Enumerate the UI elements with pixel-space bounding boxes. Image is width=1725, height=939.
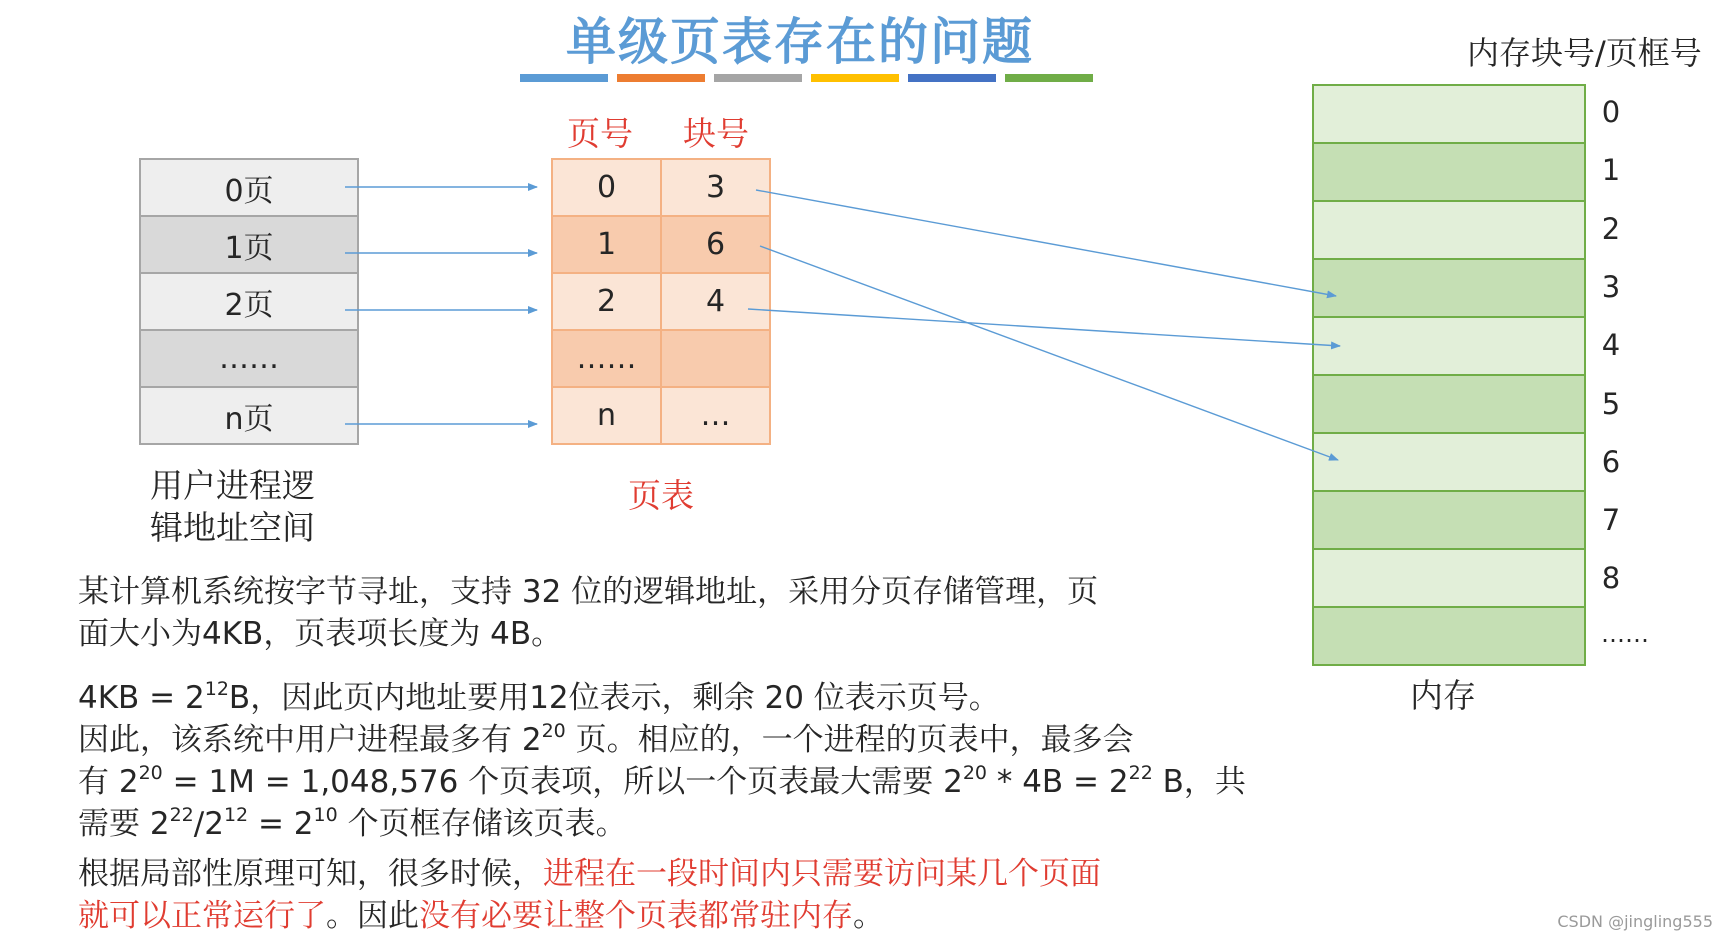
logical-cell: 1页 [140, 216, 358, 273]
text-line: 某计算机系统按字节寻址，支持 32 位的逻辑地址，采用分页存储管理，页 [78, 574, 1099, 610]
highlight-text: 没有必要让整个页表都常驻内存 [419, 898, 853, 934]
page-number-cell: n [552, 387, 661, 444]
logical-caption-line: 辑地址空间 [150, 508, 315, 547]
text-line: 因此，该系统中用户进程最多有 $2^{20}$ 页。相应的，一个进程的页表中，最多会 [78, 720, 1134, 758]
frame-label: 2 [1601, 212, 1621, 246]
entry-to-frame-arrow [760, 246, 1338, 460]
frame-label: 4 [1601, 328, 1621, 362]
page-table-caption: 页表 [628, 476, 694, 515]
text-line: 需要 $2^{22}/2^{12} = 2^{10}$ 个页框存储该页表。 [78, 804, 627, 842]
entry-to-frame-arrow [756, 190, 1336, 296]
block-number-cell: 4 [661, 273, 770, 330]
page-number-header: 页号 [567, 114, 633, 153]
block-number-cell: 3 [661, 159, 770, 216]
frame-label: 1 [1601, 153, 1621, 187]
watermark-credit: CSDN @jingling555 [1557, 912, 1713, 931]
frame-label: 5 [1601, 387, 1621, 421]
block-number-header: 块号 [683, 114, 749, 153]
conclusion-text [78, 853, 1101, 937]
text-line: $4KB = 2^{12}B$，因此页内地址要用12位表示，剩余 20 位表示页号。 [78, 678, 1000, 716]
logical-cell: n页 [140, 387, 358, 444]
frame-label: 7 [1601, 503, 1621, 537]
text-line: 根据局部性原理可知，很多时候，进程在一段时间内只需要访问某几个页面 [78, 856, 1101, 892]
highlight-text: 进程在一段时间内只需要访问某几个页面 [543, 856, 1101, 892]
text-line: 有 $2^{20} = 1M = 1,048,576$ 个页表项，所以一个页表最大需要 $2^{20} * 4B = 2^{22}$ B，共 [78, 762, 1246, 800]
page-title: 单级页表存在的问题 [566, 13, 1034, 71]
frame-label: 6 [1601, 445, 1621, 479]
problem-statement [78, 571, 1098, 655]
frame-label: 8 [1601, 561, 1621, 595]
memory-caption: 内存 [1410, 676, 1476, 715]
memory-header: 内存块号/页框号 [1467, 34, 1702, 72]
block-number-cell: … [661, 387, 770, 444]
text-line: 面大小为4KB，页表项长度为 4B。 [78, 616, 563, 652]
page-number-cell: 2 [552, 273, 661, 330]
logical-caption-line: 用户进程逻 [150, 466, 315, 505]
frame-label: 0 [1601, 95, 1621, 129]
logical-cell: …… [140, 330, 358, 387]
frame-label: …… [1601, 620, 1649, 648]
frame-label: 3 [1601, 270, 1621, 304]
logical-cell: 2页 [140, 273, 358, 330]
block-number-cell: 6 [661, 216, 770, 273]
highlight-text: 就可以正常运行了 [78, 898, 326, 934]
page-number-cell: 0 [552, 159, 661, 216]
text-line: 就可以正常运行了。因此没有必要让整个页表都常驻内存。 [78, 898, 884, 934]
logical-cell: 0页 [140, 159, 358, 216]
analysis-text [78, 677, 1246, 845]
page-number-cell: 1 [552, 216, 661, 273]
page-number-cell: …… [552, 330, 661, 387]
entry-to-frame-arrow [748, 309, 1340, 346]
